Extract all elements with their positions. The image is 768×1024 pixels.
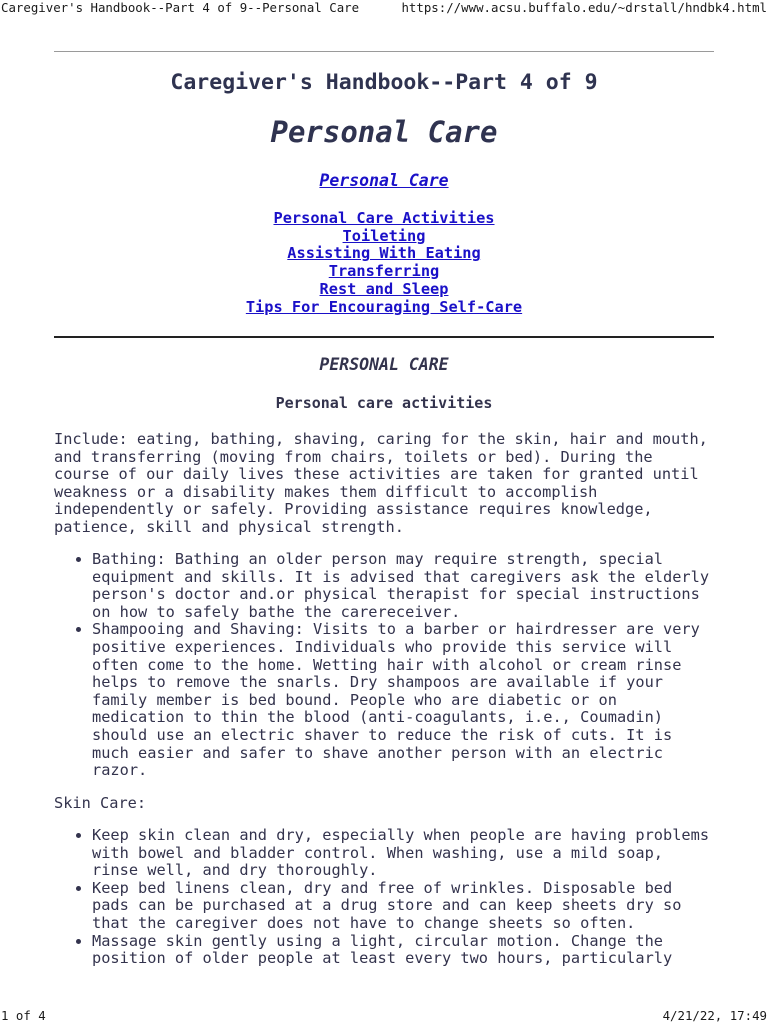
print-header-title: Caregiver's Handbook--Part 4 of 9--Personal Care <box>1 0 360 15</box>
toc-item <box>54 281 714 299</box>
toc-link-tips-self-care[interactable]: Tips For Encouraging Self-Care <box>245 297 523 316</box>
print-footer <box>0 1008 768 1024</box>
toc-link-toileting[interactable]: Toileting <box>342 226 426 245</box>
print-date: 4/21/22, 17:49 <box>662 1008 767 1023</box>
list-item-skin-clean: • Keep skin clean and dry, especially when people are having problems with bowel and bladder control. When washing, use a mild soap, rinse well, and dry thoroughly. <box>92 827 714 880</box>
skin-care-list <box>54 827 714 968</box>
table-of-contents <box>54 210 714 316</box>
print-header <box>0 0 768 20</box>
document-title: Caregiver's Handbook--Part 4 of 9 <box>170 70 598 95</box>
toc-link-transferring[interactable]: Transferring <box>328 262 440 281</box>
toc-item <box>54 245 714 263</box>
skin-care-label: Skin Care: <box>54 794 147 812</box>
toc-link-assisting-with-eating[interactable]: Assisting With Eating <box>287 244 481 263</box>
sub-heading: Personal care activities <box>275 394 493 412</box>
list-item-shampooing: • Shampooing and Shaving: Visits to a barber or hairdresser are very positive experiences. Individuals who provide this service will often come to the home. Wetting hair with alcohol or cream rinse helps to remove the snarls. Dry shampoos are available if your family member is bed bound. People who are diabetic or on medication to thin the blood (anti-coagulants, i.e., Coumadin) should use an electric shaver to reduce the risk of cuts. It is much easier and safer to shave another person with an electric razor. <box>92 621 714 779</box>
toc-item <box>54 299 714 317</box>
list-item-bed-linens: • Keep bed linens clean, dry and free of wrinkles. Disposable bed pads can be purchased at a drug store and can keep sheets dry so that the caregiver does not have to change sheets so often. <box>92 880 714 933</box>
print-header-url: https://www.acsu.buffalo.edu/~drstall/hndbk4.html <box>401 0 767 15</box>
toc-link-personal-care-activities[interactable]: Personal Care Activities <box>273 209 495 227</box>
list-item-massage: • Massage skin gently using a light, circular motion. Change the position of older people at least every two hours, particularly <box>92 933 714 968</box>
personal-care-anchor-wrap <box>54 170 714 192</box>
toc-item <box>54 228 714 246</box>
toc-link-rest-and-sleep[interactable]: Rest and Sleep <box>319 279 449 298</box>
activities-list <box>54 551 714 780</box>
top-divider <box>54 51 714 52</box>
personal-care-anchor-link[interactable]: Personal Care <box>319 171 449 190</box>
page-number: 1 of 4 <box>1 1008 46 1023</box>
section-divider <box>54 336 714 338</box>
document-subtitle: Personal Care <box>270 115 498 149</box>
intro-paragraph: Include: eating, bathing, shaving, caring for the skin, hair and mouth, and transferring (moving from chairs, toilets or bed). During the course of our daily lives these activities are taken for granted until weakness or a disability makes them difficult to accomplish independently or safely. Providing assistance requires knowledge, patience, skill and physical strength. <box>54 430 708 536</box>
toc-item <box>54 263 714 281</box>
section-heading: PERSONAL CARE <box>319 355 449 374</box>
list-item-bathing: • Bathing: Bathing an older person may require strength, special equipment and skills. It is advised that caregivers ask the elderly person's doctor and.or physical therapist for special instructions on how to safely bathe the carereceiver. <box>92 551 714 621</box>
toc-item <box>54 210 714 228</box>
